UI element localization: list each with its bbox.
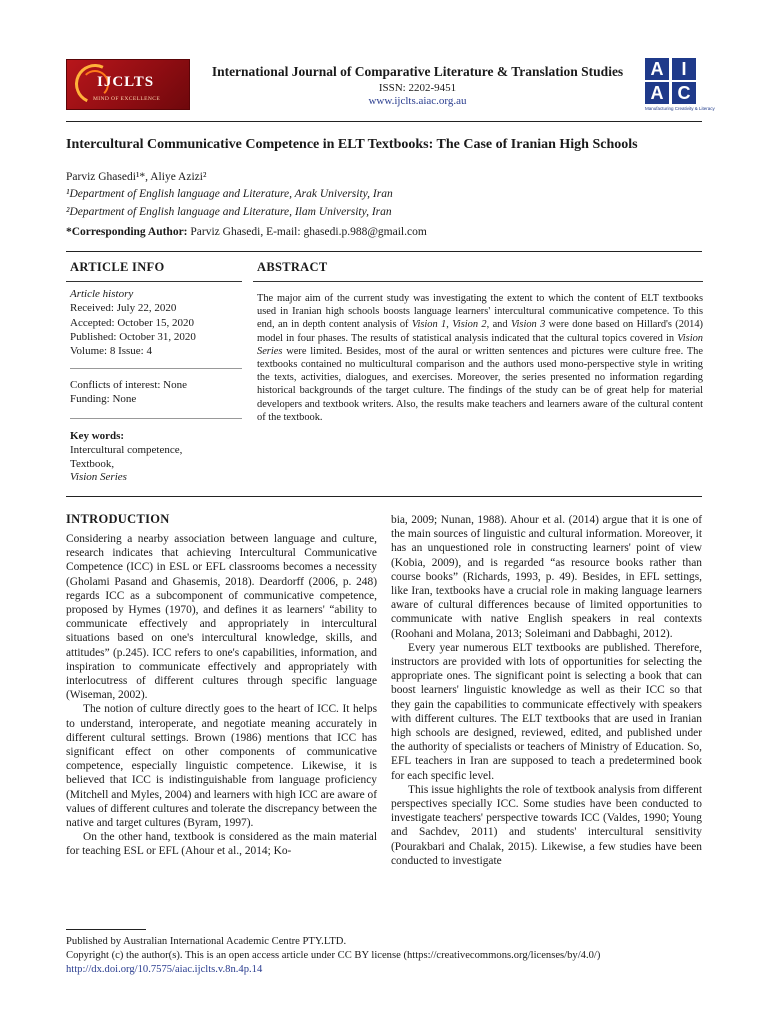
- conflicts-of-interest: Conflicts of interest: None: [70, 379, 188, 391]
- logo-tagline: MIND OF EXCELLENCE: [93, 96, 161, 102]
- article-history-label: Article history: [70, 288, 134, 300]
- abstract-italic: Vision 1: [411, 319, 447, 331]
- header-divider: [66, 121, 702, 122]
- funding: Funding: None: [70, 393, 137, 405]
- keyword: Intercultural competence,: [70, 444, 183, 456]
- journal-title: International Journal of Comparative Literature & Translation Studies: [211, 64, 624, 79]
- keyword: Vision Series: [70, 471, 127, 483]
- keywords-label: Key words:: [70, 430, 125, 442]
- info-divider: [70, 418, 242, 419]
- title-divider: [66, 251, 702, 252]
- keyword: Textbook,: [70, 458, 115, 470]
- introduction-heading: INTRODUCTION: [66, 512, 170, 526]
- abstract-text: [257, 292, 703, 424]
- body-paragraph: The notion of culture directly goes to the heart of ICC. It helps to understand, interoperate, and negotiate meaning accurately in different cultural settings. Brown (1986) mentions that ICC has significant effect on other components of communicative competence, especially linguistic competence. Likewise, it is believed that ICC is indistinguishable from language proficiency (Mitchell and Myles, 2004) and learners with high ICC are aware of values of different cultures and tolerate the discrepancy between the native and target cultures (Byram, 1997).: [66, 703, 377, 830]
- abstract-divider: [66, 496, 702, 497]
- article-info-rule: [66, 281, 242, 282]
- body-column-left: [66, 532, 377, 859]
- published-date: Published: October 31, 2020: [70, 331, 196, 343]
- abstract-heading: ABSTRACT: [257, 260, 328, 274]
- publisher-logo: [645, 58, 715, 116]
- abstract-italic: Vision 3: [510, 319, 546, 331]
- abstract-segment: ,: [446, 319, 453, 331]
- corresponding-author: [66, 226, 427, 238]
- body-paragraph: Every year numerous ELT textbooks are published. Therefore, instructors are provided with lots of opportunities for selecting the appropriate ones. The significant point is selecting a book that can boost learners' linguistic knowledge as well as their ICC so that they gain the capabilities to communicate effectively with speakers with different cultures. The ELT textbooks that are used in Iranian high schools are designed, reviewed, edited, and published under the authority of specialists or teachers of Ministry of Education. So, EFL teachers in Iran are supposed to teach a predetermined book for each specific level.: [391, 641, 702, 782]
- corresponding-details: Parviz Ghasedi, E-mail: ghasedi.p.988@gmail.com: [187, 226, 427, 238]
- info-divider: [70, 368, 242, 369]
- doi-line: [66, 964, 262, 975]
- body-paragraph: On the other hand, textbook is considered as the main material for teaching ESL or EFL (Ahour et al., 2014; Ko-: [66, 831, 377, 858]
- paper-title: Intercultural Communicative Competence in ELT Textbooks: The Case of Iranian High Schools: [66, 137, 638, 152]
- corresponding-label: *Corresponding Author:: [66, 226, 188, 238]
- body-paragraph: bia, 2009; Nunan, 1988). Ahour et al. (2014) argue that it is one of the main sources of linguistic and cultural information. Moreover, it has an unquestioned role in constructing learners' point of view (Kobia, 2009), and is regarded “as resource books rather than course books” (Richards, 1993, p. 49). Besides, in EFL settings, like Iran, textbooks have a crucial role in making language learners aware of cultural differences because of limited opportunities to communicate with native English speakers in real contexts (Roohani and Molana, 2013; Soleimani and Dabbaghi, 2012).: [391, 514, 702, 640]
- body-paragraph: Considering a nearby association between language and culture, research indicates that achieving Intercultural Communicative Competence (ICC) in ESL or EFL classrooms becomes a necessity (Gholami Pasand and Ghasemis, 2018). Deardorff (2006, p. 248) regards ICC as a subcomponent of communicative competence, proposed by Hymes (1970), and defines it as learners' “ability to communicate effectively and appropriately in intercultural situations based on one's intercultural knowledge, skills, and attitudes” (p.245). ICC refers to one's capabilities, information, and inspiration to communicate effectively and appropriately with interlocutress of different cultures through specific language (Wiseman, 2002).: [66, 533, 377, 702]
- affiliation-2: ²Department of English language and Literature, Ilam University, Iran: [66, 206, 392, 218]
- publisher-note: Published by Australian International Academic Centre PTY.LTD.: [66, 936, 347, 947]
- abstract-segment: , and: [486, 319, 511, 331]
- paper-authors: Parviz Ghasedi¹*, Aliye Azizi²: [66, 171, 207, 183]
- footnote-rule: [66, 929, 146, 930]
- body-paragraph: This issue highlights the role of textbook analysis from different perspectives specially ICC. Some studies have been conducted to investigate teachers' perspective towards ICC (Valdes, 1990; Young and Sachdev, 2011) and students' intercultural sensitivity (Pourakbari and Chalak, 2015). Likewise, a few studies have been conducted to investigate: [391, 783, 702, 867]
- logo-letter: A: [645, 58, 669, 80]
- journal-logo: [66, 59, 190, 110]
- abstract-segment: The major aim of the current study was investigating the extent to which the content of ELT textbooks used in Iranian high schools boosts language learners' intercultural communicative competence. To this end, an in depth content analysis of: [257, 293, 703, 331]
- copyright-note: Copyright (c) the author(s). This is an open access article under CC BY license (https://creativecommons.org/licenses/by/4.0/): [66, 950, 601, 961]
- publisher-tagline: Manufacturing Creativity & Literacy: [645, 106, 715, 111]
- logo-letter: C: [672, 82, 696, 104]
- abstract-segment: were done based on Hillard's (2014) model in four phases. The results of statistical analysis indicated that the cultural topics covered in: [257, 319, 704, 344]
- abstract-rule: [253, 281, 703, 282]
- logo-letter: I: [672, 58, 696, 80]
- volume-issue: Volume: 8 Issue: 4: [70, 345, 152, 357]
- abstract-italic: Vision Series: [257, 332, 703, 357]
- affiliation-1: ¹Department of English language and Literature, Arak University, Iran: [66, 188, 393, 200]
- logo-text: IJCLTS: [97, 74, 155, 90]
- accepted-date: Accepted: October 15, 2020: [70, 317, 195, 329]
- body-column-right: [391, 513, 702, 868]
- article-info-heading: ARTICLE INFO: [70, 260, 165, 274]
- abstract-segment: were limited. Besides, most of the aural or written sentences and pictures were culture free. The textbooks contained no multicultural comparison and the authors used mono-perspective style in writing the texts, activities, dialogues, and exercises. Moreover, the series presented no information regarding historical backgrounds of the target culture. The findings of the study can be of great help for material developers and textbook writers. Also, the results make teachers and learners aware of the cultural content of the textbook.: [257, 345, 703, 423]
- journal-url[interactable]: www.ijclts.aiac.org.au: [368, 95, 467, 107]
- logo-letter: A: [645, 82, 669, 104]
- doi-link[interactable]: http://dx.doi.org/10.7575/aiac.ijclts.v.8n.4p.14: [66, 964, 263, 975]
- received-date: Received: July 22, 2020: [70, 302, 177, 314]
- journal-issn: ISSN: 2202-9451: [378, 82, 457, 94]
- abstract-italic: Vision 2: [452, 319, 487, 331]
